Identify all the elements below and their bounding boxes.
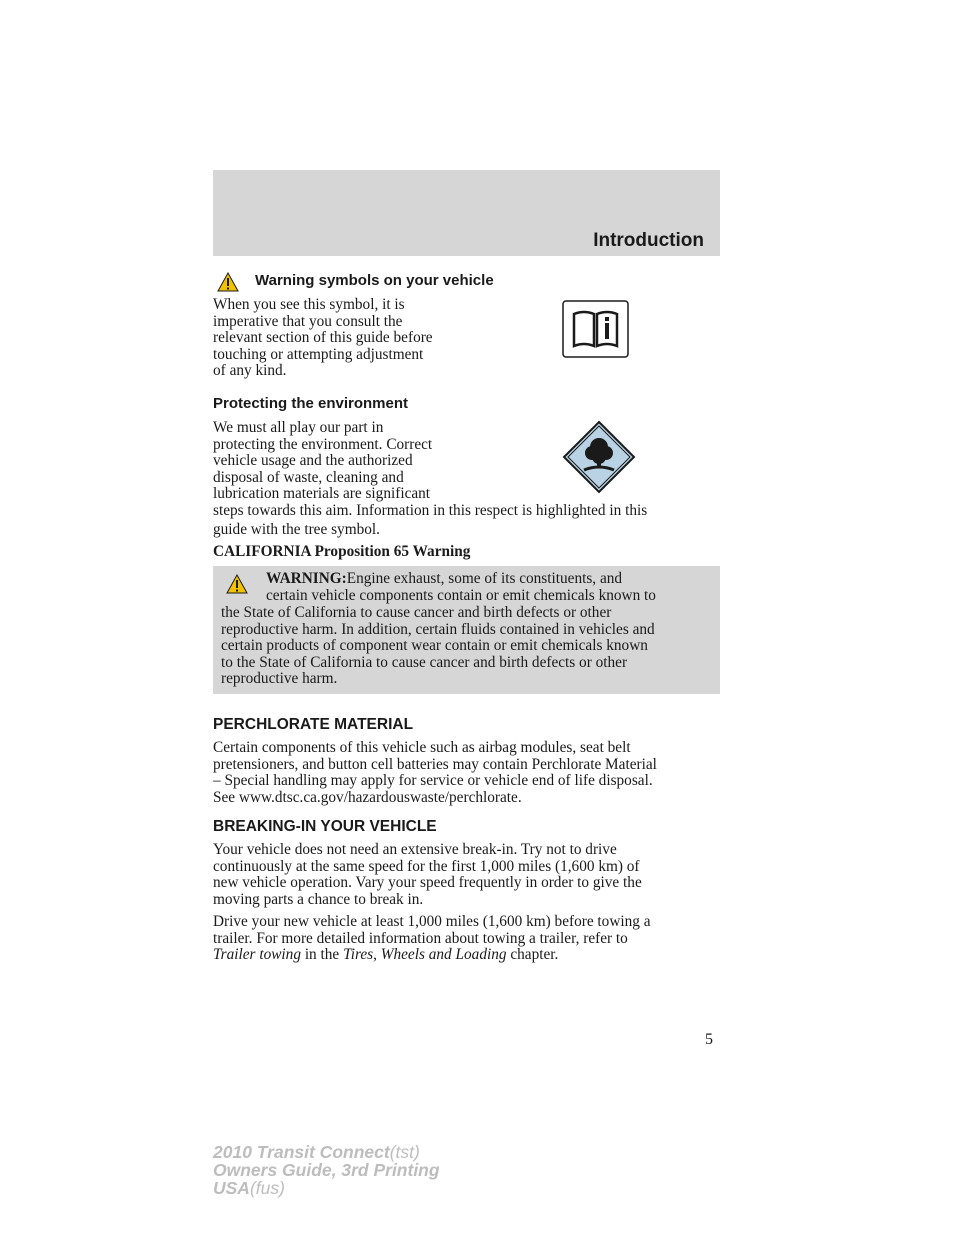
section-title: Introduction	[593, 230, 704, 251]
environment-text: We must all play our part in protecting the environment. Correct vehicle usage and the authorized disposal of waste, cleaning and lubrication materials are significant steps towards this aim. Information in this respect is highlighted in this guide with the tree symbol.	[213, 419, 648, 538]
owner-manual-icon	[562, 300, 629, 358]
trailer-towing-reference: Trailer towing	[213, 946, 301, 964]
warning-symbols-text: When you see this symbol, it is imperative that you consult the relevant section of this guide before touching or attempting adjustment of any kind.	[213, 296, 433, 380]
warning-triangle-icon	[226, 574, 248, 594]
environment-tree-icon	[562, 420, 636, 494]
document-footer: 2010 Transit Connect(tst) Owners Guide, 3rd Printing USA(fus)	[213, 1142, 440, 1198]
california-heading: CALIFORNIA Proposition 65 Warning	[213, 543, 471, 560]
breaking-in-para2: Drive your new vehicle at least 1,000 miles (1,600 km) before towing a trailer. For more detailed information about towing a trailer, refer to Trailer towing in the Tires, Wheels and Loading chapter.	[213, 913, 651, 964]
perchlorate-heading: PERCHLORATE MATERIAL	[213, 716, 414, 733]
breaking-in-heading: BREAKING-IN YOUR VEHICLE	[213, 818, 437, 835]
environment-heading: Protecting the environment	[213, 395, 409, 412]
warning-triangle-icon	[217, 272, 239, 292]
california-warning-text: the State of California to cause cancer and birth defects or other reproductive harm. In addition, certain fluids contained in vehicles and certain products of component wear contain or emit chemicals known to the State of California to cause cancer and birth defects or other reproductive harm.	[221, 604, 655, 688]
warning-symbols-heading: Warning symbols on your vehicle	[255, 272, 494, 289]
perchlorate-text: Certain components of this vehicle such as airbag modules, seat belt pretensioners, and button cell batteries may contain Perchlorate Material – Special handling may apply for service or vehicle end of life disposal. See www.dtsc.ca.gov/hazardouswaste/perchlorate.	[213, 739, 657, 806]
breaking-in-para1: Your vehicle does not need an extensive break-in. Try not to drive continuously at the same speed for the first 1,000 miles (1,600 km) of new vehicle operation. Vary your speed frequently in order to give the moving parts a chance to break in.	[213, 841, 642, 908]
california-warning-second-line: certain vehicle components contain or emit chemicals known to	[266, 587, 656, 604]
warning-label: WARNING:	[266, 570, 347, 587]
california-warning-first-line: WARNING:Engine exhaust, some of its constituents, and	[266, 570, 623, 587]
page-number: 5	[705, 1031, 713, 1048]
section-header	[213, 170, 720, 256]
tires-wheels-loading-reference: Tires, Wheels and Loading	[343, 946, 507, 964]
